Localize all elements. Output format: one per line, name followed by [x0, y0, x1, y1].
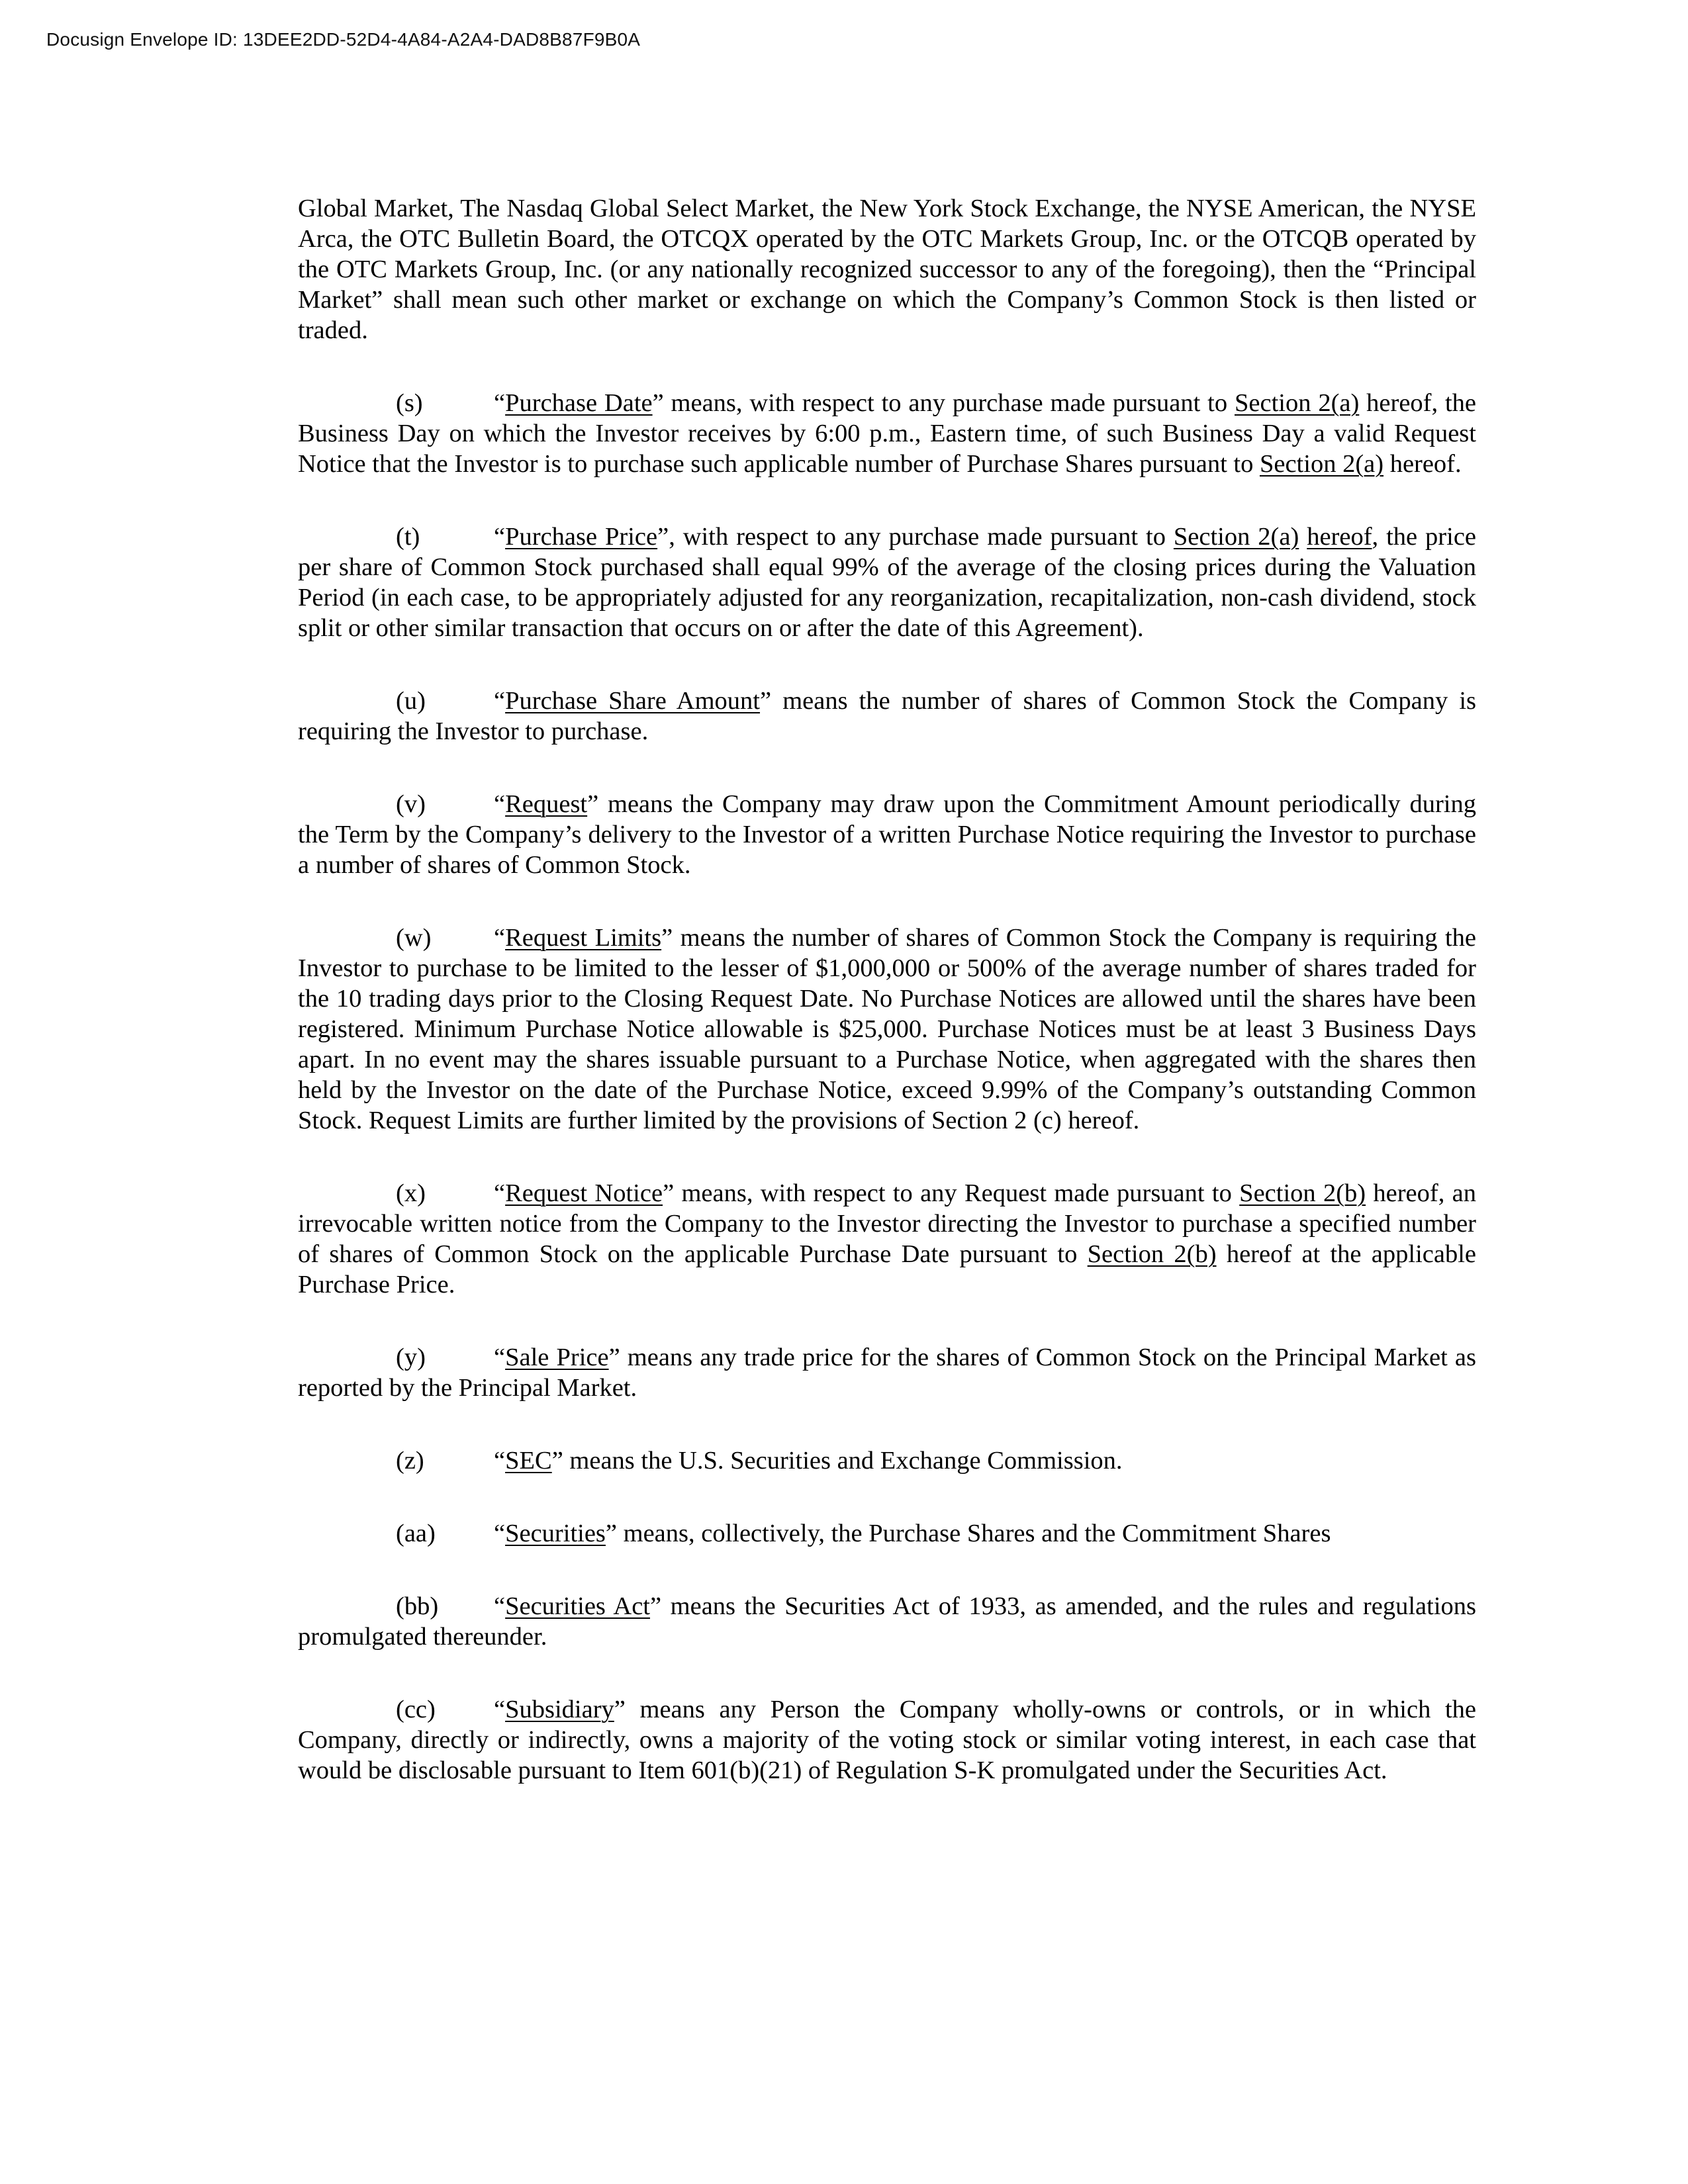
- defined-term: Securities Act: [505, 1592, 650, 1620]
- definition-request-notice: (x) “Request Notice” means, with respect to any Request made pursuant to Section 2(b) hereof, an irrevocable written notice from the Company to the Investor directing the Investor to purchase a specified number of shares of Common Stock on the applicable Purchase Date pursuant to Section 2(b) hereof at the applicable Purchase Price.: [298, 1179, 1476, 1298]
- definition-purchase-share-amount: (u) “Purchase Share Amount” means the number of shares of Common Stock the Company is requiring the Investor to purchase.: [298, 687, 1476, 745]
- definition-subsidiary: (cc) “Subsidiary” means any Person the Company wholly-owns or controls, or in which the Company, directly or indirectly, owns a majority of the voting stock or similar voting interest, in each case that would be disclosable pursuant to Item 601(b)(21) of Regulation S-K promulgated under the Securities Act.: [298, 1696, 1476, 1784]
- clause-label: (s): [396, 389, 423, 417]
- definition-purchase-price: (t) “Purchase Price”, with respect to any purchase made pursuant to Section 2(a) hereof, the price per share of Common Stock purchased shall equal 99% of the average of the closing prices during the Valuation Period (in each case, to be appropriately adjusted for any reorganization, recapitalization, non-cash dividend, stock split or other similar transaction that occurs on or after the date of this Agreement).: [298, 523, 1477, 642]
- section-reference: Section 2(b): [1239, 1179, 1366, 1207]
- clause-label: (x): [396, 1179, 426, 1207]
- defined-term: Sale Price: [505, 1343, 609, 1371]
- section-reference: hereof: [1307, 523, 1372, 551]
- defined-term: Purchase Share Amount: [505, 687, 761, 715]
- clause-label: (u): [396, 687, 426, 715]
- defined-term: Request Notice: [505, 1179, 663, 1207]
- docusign-envelope-id: Docusign Envelope ID: 13DEE2DD-52D4-4A84-A2A4-DAD8B87F9B0A: [46, 29, 641, 50]
- defined-term: SEC: [505, 1447, 552, 1475]
- clause-label: (bb): [396, 1592, 439, 1620]
- defined-term: Purchase Date: [505, 389, 653, 417]
- defined-term: Request Limits: [505, 924, 662, 952]
- clause-label: (w): [396, 924, 432, 952]
- definition-purchase-date: (s) “Purchase Date” means, with respect to any purchase made pursuant to Section 2(a) hereof, the Business Day on which the Investor receives by 6:00 p.m., Eastern time, of such Business Day a valid Request Notice that the Investor is to purchase such applicable number of Purchase Shares pursuant to Section 2(a) hereof.: [298, 389, 1477, 478]
- section-reference: Section 2(a): [1173, 523, 1299, 551]
- defined-term: Purchase Price: [505, 523, 658, 551]
- defined-term: Request: [505, 790, 588, 818]
- defined-term: Securities: [505, 1520, 606, 1547]
- definition-request: (v) “Request” means the Company may draw upon the Commitment Amount periodically during the Term by the Company’s delivery to the Investor of a written Purchase Notice requiring the Investor to purchase a number of shares of Common Stock.: [298, 790, 1476, 879]
- definition-securities: (aa) “Securities” means, collectively, the Purchase Shares and the Commitment Shares: [396, 1520, 1331, 1547]
- clause-label: (cc): [396, 1696, 436, 1723]
- clause-label: (z): [396, 1447, 424, 1475]
- definition-sec: (z) “SEC” means the U.S. Securities and Exchange Commission.: [396, 1447, 1123, 1475]
- section-reference: Section 2(a): [1259, 450, 1384, 478]
- section-reference: Section 2(b): [1087, 1240, 1217, 1268]
- section-reference: Section 2(a): [1234, 389, 1360, 417]
- continued-paragraph: Global Market, The Nasdaq Global Select Market, the New York Stock Exchange, the NYSE American, the NYSE Arca, the OTC Bulletin Board, the OTCQX operated by the OTC Markets Group, Inc. or the OTCQB operated by the OTC Markets Group, Inc. (or any nationally recognized successor to any of the foregoing), then the “Principal Market” shall mean such other market or exchange on which the Company’s Common Stock is then listed or traded.: [298, 195, 1476, 344]
- document-body: [298, 193, 1476, 1786]
- defined-term: Subsidiary: [505, 1696, 614, 1723]
- definition-sale-price: (y) “Sale Price” means any trade price for the shares of Common Stock on the Principal Market as reported by the Principal Market.: [298, 1343, 1477, 1402]
- definition-securities-act: (bb) “Securities Act” means the Securities Act of 1933, as amended, and the rules and regulations promulgated thereunder.: [298, 1592, 1476, 1651]
- clause-label: (t): [396, 523, 420, 551]
- clause-label: (y): [396, 1343, 426, 1371]
- clause-label: (aa): [396, 1520, 436, 1547]
- clause-label: (v): [396, 790, 426, 818]
- definition-request-limits: (w) “Request Limits” means the number of shares of Common Stock the Company is requiring the Investor to purchase to be limited to the lesser of $1,000,000 or 500% of the average number of shares traded for the 10 trading days prior to the Closing Request Date. No Purchase Notices are allowed until the shares have been registered. Minimum Purchase Notice allowable is $25,000. Purchase Notices must be at least 3 Business Days apart. In no event may the shares issuable pursuant to a Purchase Notice, when aggregated with the shares then held by the Investor on the date of the Purchase Notice, exceed 9.99% of the Company’s outstanding Common Stock. Request Limits are further limited by the provisions of Section 2 (c) hereof.: [298, 924, 1476, 1134]
